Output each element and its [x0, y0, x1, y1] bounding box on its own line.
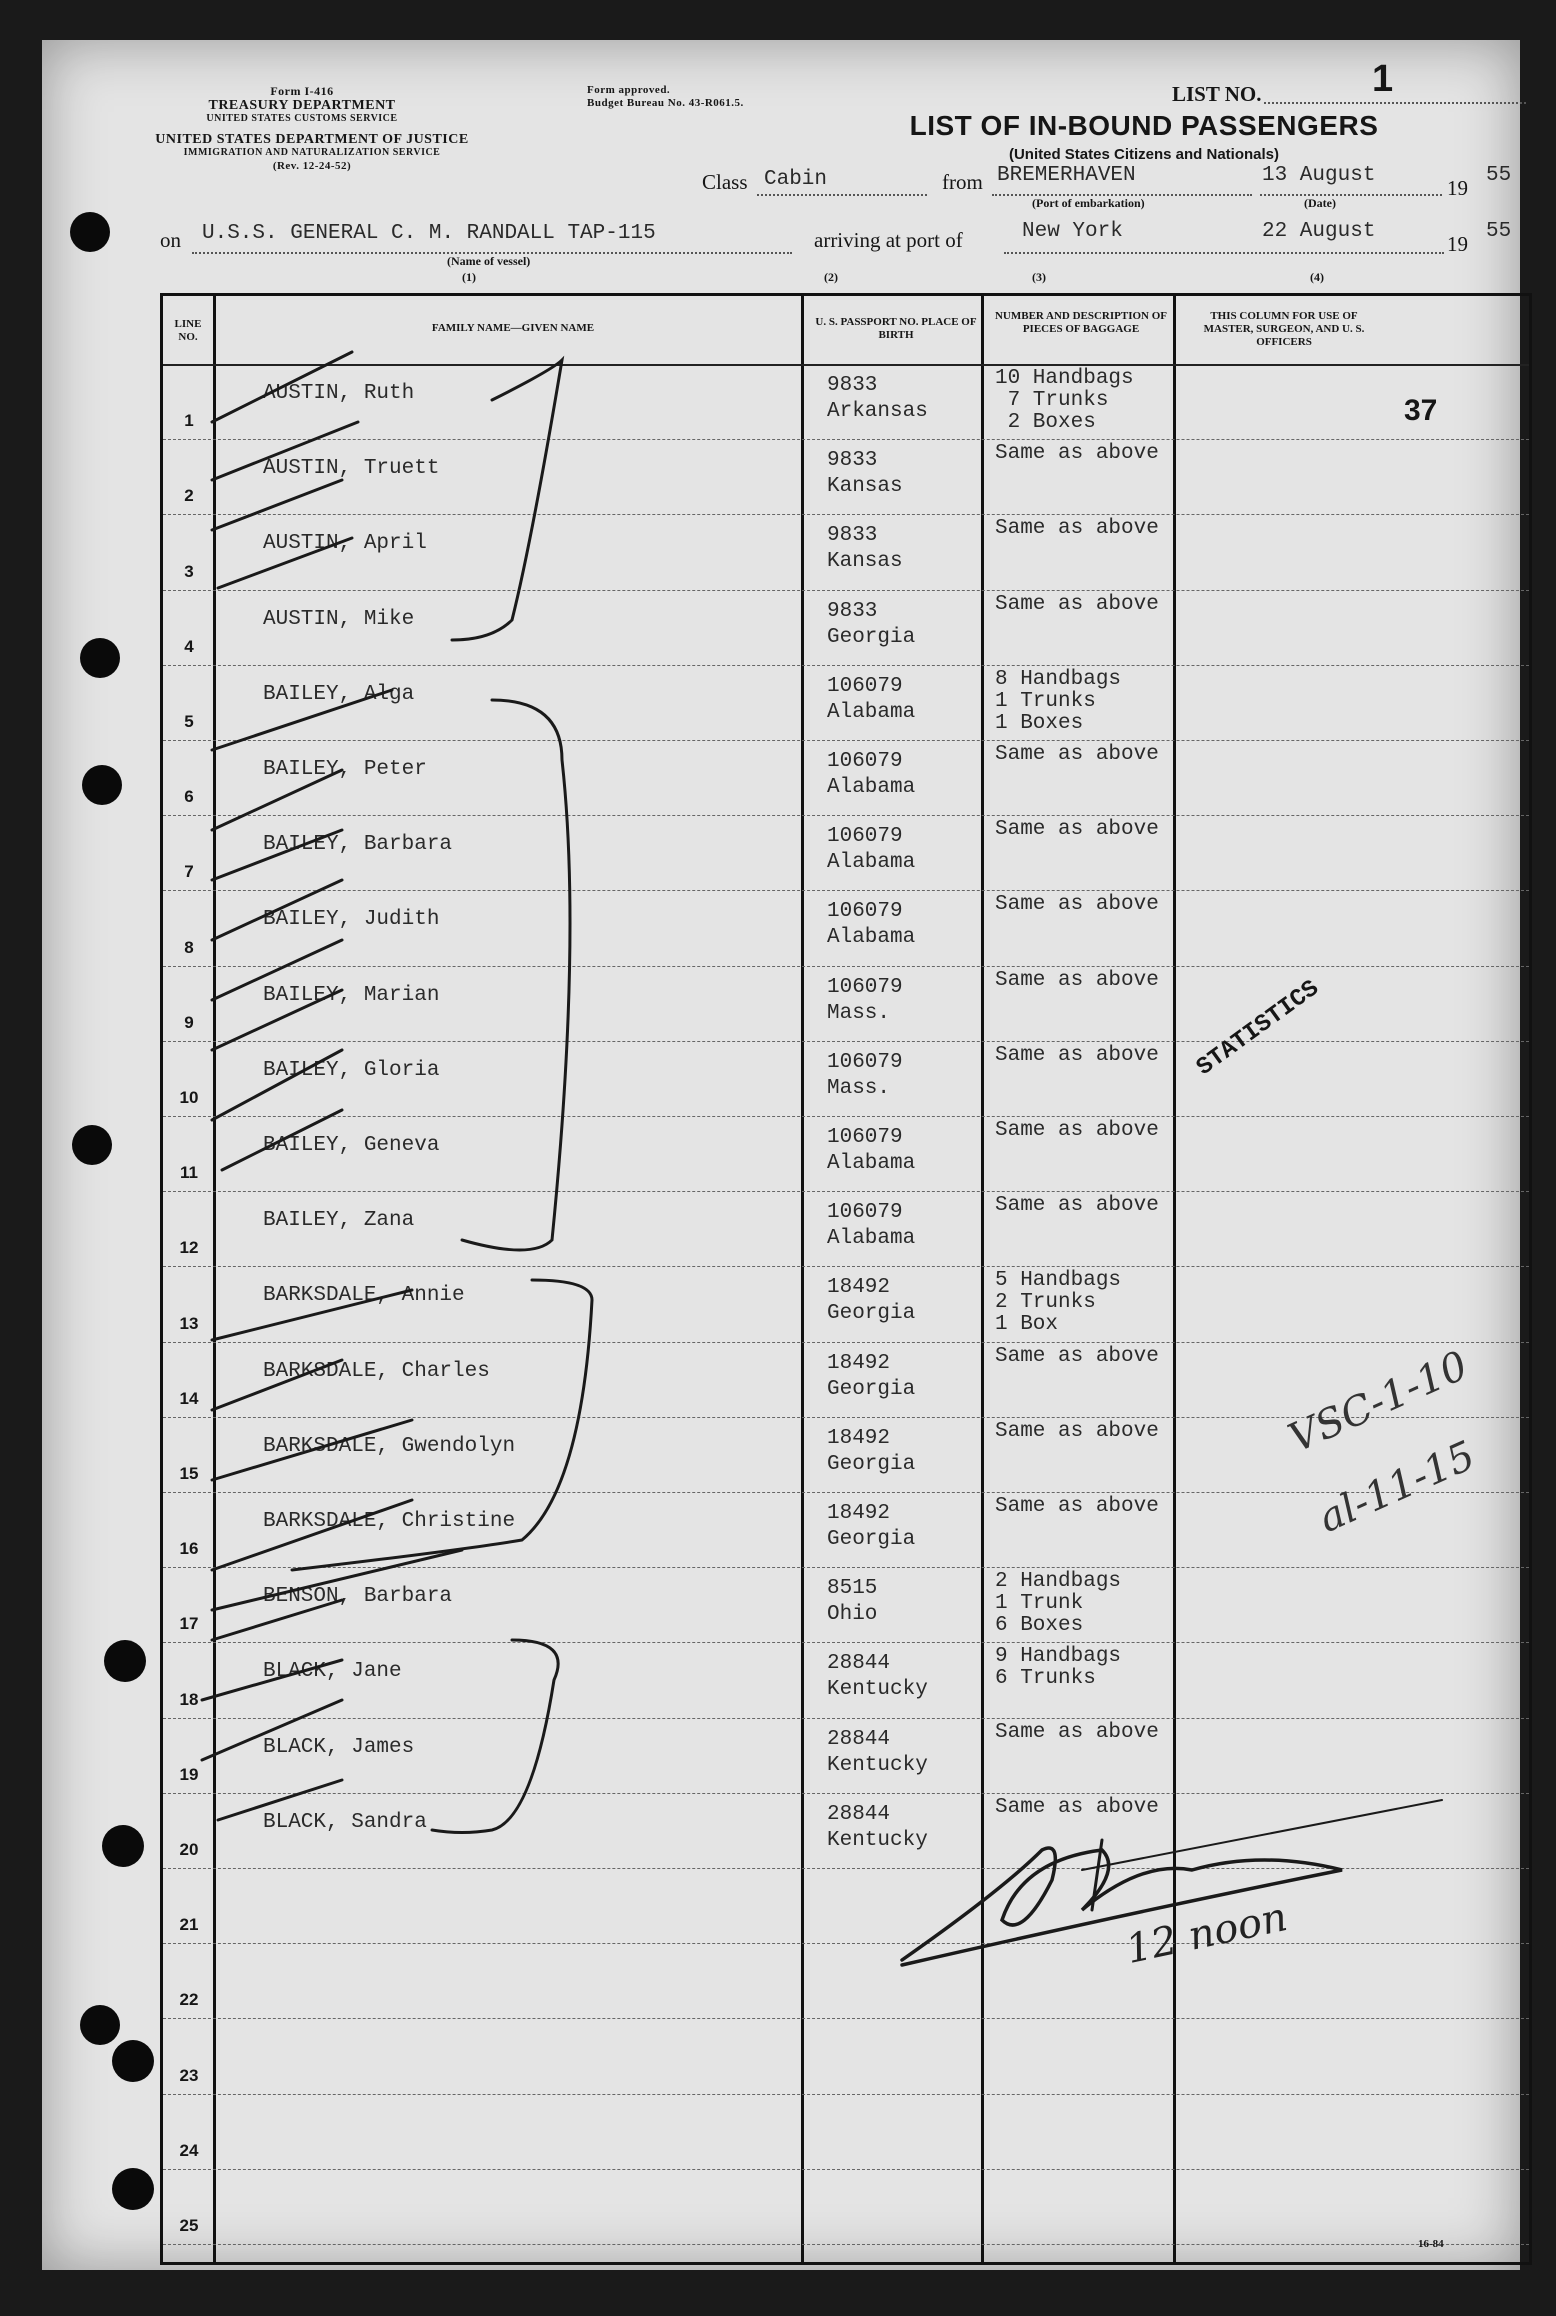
place-of-birth: Ohio [827, 1603, 878, 1627]
immigration-service: IMMIGRATION AND NATURALIZATION SERVICE [183, 147, 441, 158]
port-embark-caption: (Port of embarkation) [1032, 196, 1145, 210]
baggage-description: Same as above [995, 818, 1159, 842]
statistics-stamp: STATISTICS [1192, 975, 1325, 1082]
line-number: 18 [179, 1689, 199, 1709]
line-number: 1 [184, 411, 194, 431]
row-divider [163, 1191, 1529, 1192]
treasury-dept: TREASURY DEPARTMENT [208, 98, 396, 113]
place-of-birth: Georgia [827, 1302, 916, 1326]
justice-dept: UNITED STATES DEPARTMENT OF JUSTICE [155, 132, 469, 147]
line-number: 11 [180, 1163, 198, 1183]
line-number: 4 [184, 636, 194, 656]
place-of-birth: Mass. [827, 1001, 891, 1025]
row-divider [163, 815, 1529, 816]
punch-hole [70, 212, 110, 252]
row-divider [163, 966, 1529, 967]
document-sheet [42, 40, 1520, 2270]
page-subtitle: (United States Citizens and Nationals) [1008, 146, 1280, 163]
place-of-birth: Alabama [827, 1227, 916, 1251]
passport-number: 8515 [827, 1577, 878, 1601]
punch-hole [102, 1825, 144, 1867]
handwritten-note-3: 12 noon [1122, 1894, 1292, 1973]
row-divider [163, 1266, 1529, 1267]
passport-number: 18492 [827, 1426, 891, 1450]
passenger-name: BAILEY, Marian [263, 983, 440, 1007]
line-number: 23 [179, 2065, 199, 2085]
row-divider [163, 590, 1529, 591]
punch-hole [112, 2168, 154, 2210]
class-label: Class [702, 170, 748, 194]
embark-date-caption: (Date) [1304, 196, 1336, 210]
baggage-description: Same as above [995, 1419, 1159, 1443]
count-annotation: 37 [1404, 394, 1438, 427]
revision: (Rev. 12-24-52) [272, 160, 352, 172]
passport-number: 9833 [827, 449, 878, 473]
header-officers: THIS COLUMN FOR USE OF MASTER, SURGEON, AND U. S. OFFICERS [1203, 310, 1365, 348]
punch-hole [112, 2040, 154, 2082]
passenger-name: BAILEY, Zana [263, 1209, 415, 1233]
passenger-name: BAILEY, Peter [263, 758, 427, 781]
passport-number: 28844 [827, 1727, 891, 1751]
col-num-3: (3) [1032, 270, 1046, 284]
place-of-birth: Alabama [827, 1152, 916, 1175]
baggage-description: Same as above [995, 968, 1159, 992]
passport-number: 106079 [827, 900, 903, 924]
line-number: 19 [179, 1764, 199, 1784]
row-divider [163, 890, 1529, 891]
passenger-name: BENSON, Barbara [263, 1585, 453, 1609]
passport-number: 9833 [827, 524, 878, 548]
passenger-name: AUSTIN, Ruth [263, 382, 415, 405]
baggage-description: Same as above [995, 1119, 1159, 1142]
passenger-name: BAILEY, Geneva [263, 1134, 440, 1157]
passport-number: 9833 [827, 599, 878, 623]
baggage-description: Same as above [995, 592, 1159, 616]
place-of-birth: Mass. [827, 1076, 891, 1100]
line-number: 8 [184, 937, 194, 957]
line-number: 13 [179, 1313, 199, 1333]
baggage-description: Same as above [995, 442, 1159, 466]
row-divider [163, 514, 1529, 515]
form-approved: Form approved. [587, 84, 671, 96]
passenger-name: BLACK, Sandra [263, 1810, 427, 1834]
passport-number: 106079 [827, 825, 903, 849]
passenger-name: BARKSDALE, Charles [263, 1359, 490, 1383]
row-divider [163, 2018, 1529, 2019]
passport-number: 106079 [827, 1201, 903, 1225]
baggage-description: Same as above [995, 893, 1159, 917]
place-of-birth: Georgia [827, 1377, 916, 1401]
row-divider [163, 1642, 1529, 1643]
line-number: 3 [184, 561, 194, 581]
line-number: 5 [184, 712, 194, 731]
line-number: 15 [179, 1464, 199, 1483]
col-divider [981, 296, 984, 2262]
form-number: Form I-416 [270, 84, 334, 98]
list-no-label: LIST NO. [1172, 82, 1262, 106]
col-divider [213, 296, 216, 2262]
passenger-name: BLACK, James [263, 1735, 415, 1759]
line-number: 9 [184, 1012, 194, 1032]
passport-number: 106079 [827, 1126, 903, 1149]
row-divider [163, 2094, 1529, 2095]
arrival-line [1004, 252, 1444, 254]
passport-number: 106079 [827, 674, 903, 698]
list-no-line [1264, 102, 1526, 104]
passport-number: 18492 [827, 1276, 891, 1300]
passenger-name: BAILEY, Judith [263, 908, 440, 932]
punch-hole [82, 765, 122, 805]
passport-number: 106079 [827, 1050, 903, 1074]
list-no-value: 1 [1372, 58, 1394, 100]
arrival-year: 55 [1486, 220, 1512, 243]
embark-date-line [1260, 194, 1442, 196]
place-of-birth: Arkansas [827, 400, 928, 423]
line-number: 2 [184, 486, 194, 506]
arriving-label: arriving at port of [814, 228, 963, 252]
baggage-description: Same as above [995, 1344, 1159, 1368]
row-divider [163, 1342, 1529, 1343]
header-passport: U. S. PASSPORT NO. PLACE OF BIRTH [815, 316, 977, 341]
budget-bureau: Budget Bureau No. 43-R061.5. [587, 97, 744, 109]
embark-date-value: 13 August [1262, 164, 1376, 187]
passport-number: 9833 [827, 374, 878, 397]
arrival-date-value: 22 August [1262, 220, 1376, 243]
row-divider [163, 665, 1529, 666]
row-divider [163, 1567, 1529, 1568]
vessel-caption: (Name of vessel) [447, 254, 531, 268]
line-number: 6 [184, 787, 194, 807]
arrival-port-value: New York [1022, 220, 1123, 243]
year-prefix: 19 [1447, 176, 1468, 200]
passenger-name: BARKSDALE, Annie [263, 1284, 465, 1308]
baggage-description: 9 Handbags 6 Trunks [995, 1645, 1122, 1691]
row-divider [163, 2244, 1529, 2245]
passenger-name: BARKSDALE, Christine [263, 1510, 516, 1533]
row-divider [163, 740, 1529, 741]
col-num-2: (2) [824, 270, 838, 284]
year-prefix-2: 19 [1447, 232, 1468, 256]
from-label: from [942, 170, 983, 194]
line-number: 14 [179, 1388, 199, 1408]
passport-number: 28844 [827, 1802, 891, 1826]
class-line [757, 194, 927, 196]
baggage-description: 5 Handbags 2 Trunks 1 Box [995, 1269, 1122, 1337]
footer-code: 16-84 [1418, 2238, 1444, 2250]
line-number: 7 [184, 862, 194, 882]
line-number: 22 [179, 1990, 199, 2010]
header-rule [163, 364, 1529, 366]
line-number: 25 [179, 2216, 199, 2235]
baggage-description: Same as above [995, 1720, 1159, 1744]
baggage-description: Same as above [995, 1043, 1159, 1067]
passenger-name: BLACK, Jane [263, 1660, 402, 1684]
line-number: 12 [179, 1238, 199, 1258]
header-name: FAMILY NAME—GIVEN NAME [431, 322, 595, 334]
place-of-birth: Alabama [827, 926, 916, 950]
passenger-name: BARKSDALE, Gwendolyn [263, 1434, 516, 1458]
passenger-name: AUSTIN, Mike [263, 607, 415, 631]
col-divider [801, 296, 804, 2262]
line-number: 24 [179, 2140, 199, 2160]
row-divider [163, 1868, 1529, 1869]
row-divider [163, 1041, 1529, 1042]
punch-hole [80, 638, 120, 678]
vessel-value: U.S.S. GENERAL C. M. RANDALL TAP-115 [202, 222, 656, 245]
passport-number: 28844 [827, 1652, 891, 1676]
class-value: Cabin [764, 168, 828, 191]
passenger-name: AUSTIN, April [263, 532, 427, 556]
passenger-name: BAILEY, Barbara [263, 833, 453, 857]
row-divider [163, 2169, 1529, 2170]
handwritten-note-1: VSC-1-10 [1282, 1342, 1475, 1463]
place-of-birth: Georgia [827, 1452, 916, 1476]
place-of-birth: Kentucky [827, 1828, 928, 1852]
col-divider [1173, 296, 1176, 2262]
row-divider [163, 1116, 1529, 1117]
row-divider [163, 439, 1529, 440]
baggage-description: Same as above [995, 517, 1159, 541]
place-of-birth: Alabama [827, 776, 916, 799]
passport-number: 106079 [827, 750, 903, 773]
passport-number: 106079 [827, 975, 903, 999]
col-num-1: (1) [462, 270, 476, 284]
row-divider [163, 1943, 1529, 1944]
baggage-description: Same as above [995, 743, 1159, 766]
passenger-table [160, 293, 1532, 2265]
handwritten-note-2: al-11-15 [1312, 1432, 1482, 1543]
header-baggage: NUMBER AND DESCRIPTION OF PIECES OF BAGGAGE [994, 310, 1168, 335]
passenger-name: BAILEY, Gloria [263, 1058, 440, 1082]
place-of-birth: Kentucky [827, 1678, 928, 1702]
line-number: 17 [179, 1614, 199, 1634]
passport-number: 18492 [827, 1502, 891, 1525]
col-num-4: (4) [1310, 270, 1324, 284]
row-divider [163, 1492, 1529, 1493]
punch-hole [72, 1125, 112, 1165]
place-of-birth: Kansas [827, 475, 903, 499]
passenger-name: AUSTIN, Truett [263, 457, 440, 481]
header-line-no: LINE NO. [174, 318, 202, 343]
baggage-description: Same as above [995, 1194, 1159, 1218]
place-of-birth: Georgia [827, 625, 916, 649]
passport-number: 18492 [827, 1351, 891, 1375]
passenger-name: BAILEY, Alga [263, 682, 415, 706]
customs-service: UNITED STATES CUSTOMS SERVICE [206, 113, 398, 124]
row-divider [163, 1718, 1529, 1719]
baggage-description: 2 Handbags 1 Trunk 6 Boxes [995, 1570, 1122, 1638]
baggage-description: Same as above [995, 1795, 1159, 1819]
place-of-birth: Alabama [827, 700, 916, 724]
baggage-description: 10 Handbags 7 Trunks 2 Boxes [995, 367, 1134, 434]
row-divider [163, 1793, 1529, 1794]
page-title: LIST OF IN-BOUND PASSENGERS [909, 110, 1379, 141]
line-number: 10 [179, 1088, 199, 1107]
line-number: 20 [179, 1840, 199, 1859]
place-of-birth: Kansas [827, 550, 903, 574]
line-number: 16 [179, 1539, 199, 1559]
place-of-birth: Kentucky [827, 1753, 928, 1777]
embark-year: 55 [1486, 164, 1512, 187]
baggage-description: Same as above [995, 1495, 1159, 1518]
place-of-birth: Alabama [827, 851, 916, 875]
punch-hole [104, 1640, 146, 1682]
port-embark-value: BREMERHAVEN [997, 164, 1136, 187]
on-label: on [160, 228, 181, 252]
punch-hole [80, 2005, 120, 2045]
line-number: 21 [179, 1915, 199, 1935]
place-of-birth: Georgia [827, 1528, 916, 1551]
baggage-description: 8 Handbags 1 Trunks 1 Boxes [995, 667, 1122, 735]
